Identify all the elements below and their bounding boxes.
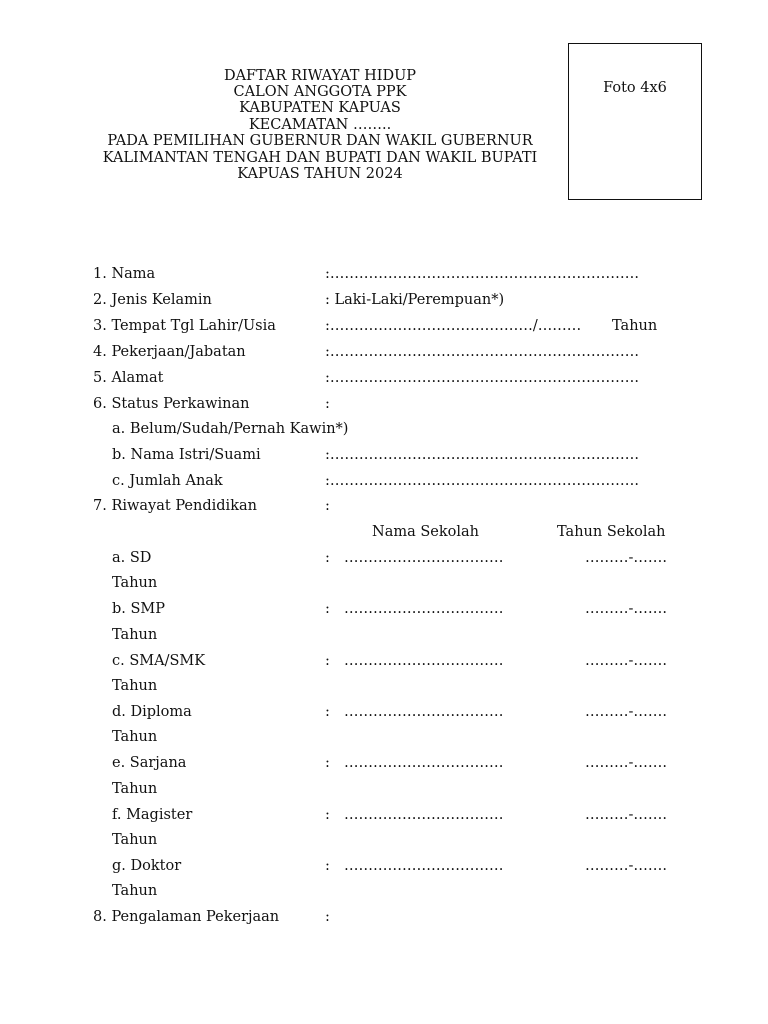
education-school: …………………………… (344, 755, 504, 771)
education-tahun: Tahun (112, 832, 158, 848)
education-school: …………………………… (344, 704, 504, 720)
field-label-nama: 1. Nama (93, 266, 156, 282)
education-year: ………-……. (585, 653, 668, 669)
field-value-pengalaman: : (325, 909, 330, 925)
education-tahun: Tahun (112, 678, 158, 694)
header-line-2: CALON ANGGOTA PPK (233, 84, 407, 100)
field-value-ttl: :……………………………………/……… (325, 318, 582, 334)
header-line-4: KECAMATAN …….. (248, 117, 392, 133)
education-colon: : (325, 704, 330, 720)
field-label-ttl: 3. Tempat Tgl Lahir/Usia (93, 318, 276, 334)
header-line-7: KAPUAS TAHUN 2024 (237, 166, 403, 182)
education-level-doktor: g. Doktor (112, 858, 182, 874)
header-line-3: KABUPATEN KAPUAS (239, 100, 401, 116)
field-suffix-tahun: Tahun (612, 318, 658, 334)
education-level-sarjana: e. Sarjana (112, 755, 187, 771)
education-level-sd: a. SD (112, 550, 152, 566)
education-level-diploma: d. Diploma (112, 704, 192, 720)
field-label-alamat: 5. Alamat (93, 370, 164, 386)
field-value-jumlah-anak: :………………………………………………………. (325, 473, 639, 489)
field-label-nama-istri: b. Nama Istri/Suami (112, 447, 261, 463)
education-tahun: Tahun (112, 575, 158, 591)
education-colon: : (325, 807, 330, 823)
education-tahun: Tahun (112, 627, 158, 643)
education-colon: : (325, 550, 330, 566)
field-label-pekerjaan: 4. Pekerjaan/Jabatan (93, 344, 246, 360)
education-school: …………………………… (344, 550, 504, 566)
header-line-5: PADA PEMILIHAN GUBERNUR DAN WAKIL GUBERNUR (107, 133, 533, 149)
education-level-magister: f. Magister (112, 807, 193, 823)
column-header-school: Nama Sekolah (372, 524, 479, 540)
education-year: ………-……. (585, 807, 668, 823)
header-line-6: KALIMANTAN TENGAH DAN BUPATI DAN WAKIL BUPATI (102, 150, 538, 166)
field-label-belum-sudah: a. Belum/Sudah/Pernah Kawin*) (112, 421, 349, 437)
education-school: …………………………… (344, 653, 504, 669)
photo-placeholder (568, 43, 702, 200)
field-value-pekerjaan: :………………………………………………………. (325, 344, 639, 360)
field-value-alamat: :………………………………………………………. (325, 370, 639, 386)
field-label-pendidikan: 7. Riwayat Pendidikan (93, 498, 257, 514)
education-tahun: Tahun (112, 729, 158, 745)
education-level-smp: b. SMP (112, 601, 166, 617)
field-value-jenis-kelamin: : Laki-Laki/Perempuan*) (325, 292, 505, 308)
field-label-pengalaman: 8. Pengalaman Pekerjaan (93, 909, 280, 925)
education-colon: : (325, 858, 330, 874)
photo-label: Foto 4x6 (603, 80, 667, 96)
education-school: …………………………… (344, 858, 504, 874)
field-label-jumlah-anak: c. Jumlah Anak (112, 473, 223, 489)
field-value-pendidikan: : (325, 498, 330, 514)
education-year: ………-……. (585, 601, 668, 617)
header-title: DAFTAR RIWAYAT HIDUP (223, 68, 417, 84)
education-colon: : (325, 653, 330, 669)
field-label-jenis-kelamin: 2. Jenis Kelamin (93, 292, 212, 308)
education-year: ………-……. (585, 755, 668, 771)
column-header-year: Tahun Sekolah (557, 524, 666, 540)
field-label-status: 6. Status Perkawinan (93, 396, 250, 412)
education-year: ………-……. (585, 550, 668, 566)
education-school: …………………………… (344, 601, 504, 617)
education-tahun: Tahun (112, 781, 158, 797)
education-level-sma: c. SMA/SMK (112, 653, 206, 669)
field-value-nama-istri: :………………………………………………………. (325, 447, 639, 463)
field-value-nama: :………………………………………………………. (325, 266, 639, 282)
education-year: ………-……. (585, 704, 668, 720)
education-school: …………………………… (344, 807, 504, 823)
education-colon: : (325, 755, 330, 771)
education-year: ………-……. (585, 858, 668, 874)
field-value-status: : (325, 396, 330, 412)
education-tahun: Tahun (112, 883, 158, 899)
education-colon: : (325, 601, 330, 617)
